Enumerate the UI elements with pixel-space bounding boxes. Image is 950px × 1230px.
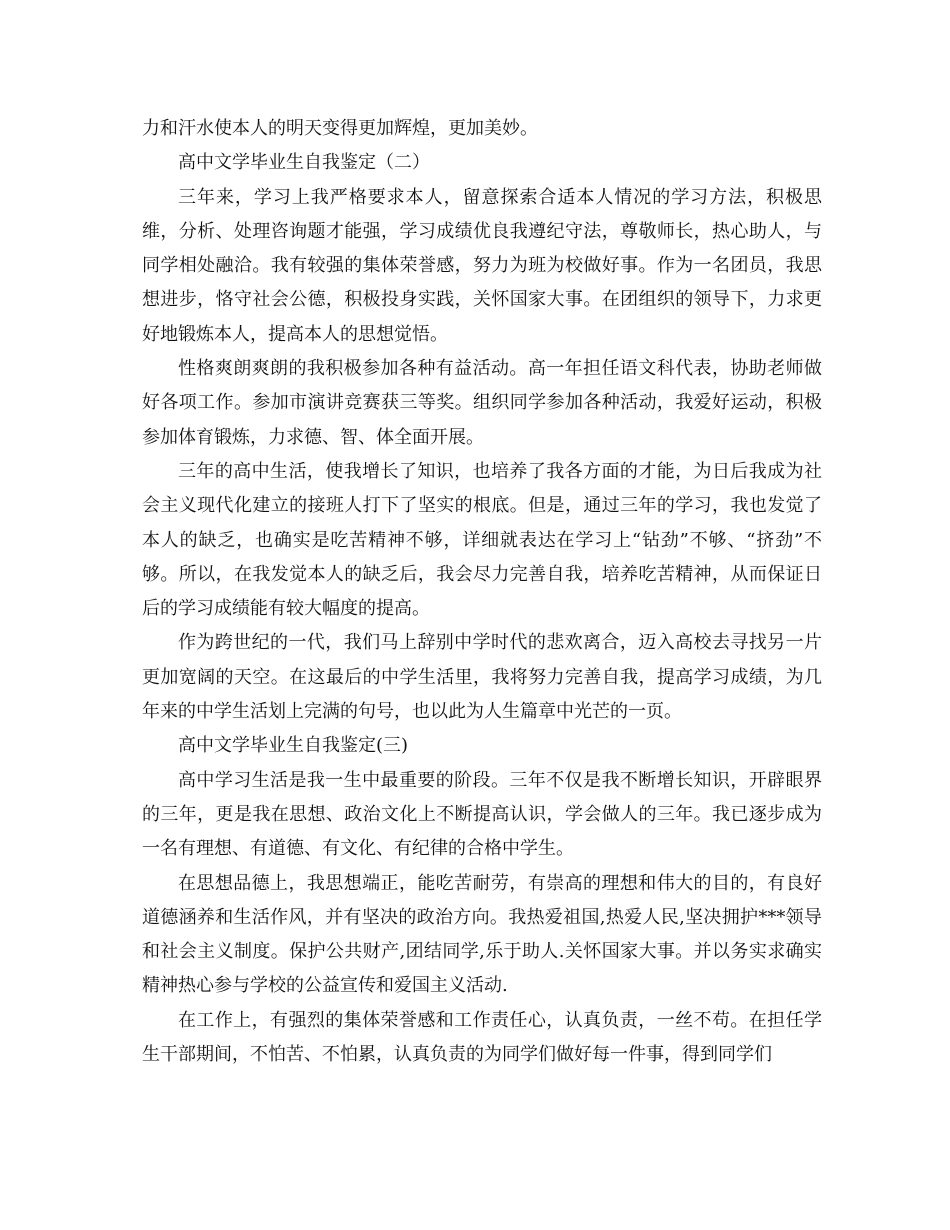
paragraph-continuation: 力和汗水使本人的明天变得更加辉煌，更加美妙。 — [142, 118, 538, 139]
paragraph: 高中学习生活是我一生中最重要的阶段。三年不仅是我不断增长知识，开辟眼界的三年，更是我在思想、政治文化上不断提高认识，学会做人的三年。我已逐步成为一名有理想、有道德、有文化、有纪律的合格中学生。 — [142, 769, 822, 860]
paragraph: 三年来，学习上我严格要求本人，留意探索合适本人情况的学习方法，积极思维，分析、处理咨询题才能强，学习成绩优良我遵纪守法，尊敬师长，热心助人，与同学相处融洽。我有较强的集体荣誉感，努力为班为校做好事。作为一名团员，我思想进步，恪守社会公德，积极投身实践，关怀国家大事。在团组织的领导下，力求更好地锻炼本人，提高本人的思想觉悟。 — [142, 186, 822, 345]
paragraph: 在思想品德上，我思想端正，能吃苦耐劳，有崇高的理想和伟大的目的，有良好道德涵养和生活作风，并有坚决的政治方向。我热爱祖国,热爱人民,坚决拥护***领导和社会主义制度。保护公共财产,团结同学,乐于助人.关怀国家大事。并以务实求确实精神热心参与学校的公益宣传和爱国主义活动. — [142, 872, 822, 997]
section-heading-3: 高中文学毕业生自我鉴定(三) — [178, 735, 409, 757]
paragraph: 作为跨世纪的一代，我们马上辞别中学时代的悲欢离合，迈入高校去寻找另一片更加宽阔的天空。在这最后的中学生活里，我将努力完善自我，提高学习成绩，为几年来的中学生活划上完满的句号，也以此为人生篇章中光芒的一页。 — [142, 632, 822, 723]
section-heading-2: 高中文学毕业生自我鉴定（二） — [178, 152, 430, 174]
document-body — [142, 112, 822, 1072]
paragraph: 性格爽朗爽朗的我积极参加各种有益活动。高一年担任语文科代表，协助老师做好各项工作。参加市演讲竞赛获三等奖。组织同学参加各种活动，我爱好运动，积极参加体育锻炼，力求德、智、体全面开展。 — [142, 358, 822, 448]
paragraph: 在工作上，有强烈的集体荣誉感和工作责任心，认真负责，一丝不苟。在担任学生干部期间，不怕苦、不怕累，认真负责的为同学们做好每一件事，得到同学们 — [142, 1009, 822, 1066]
paragraph: 三年的高中生活，使我增长了知识，也培养了我各方面的才能，为日后我成为社会主义现代化建立的接班人打下了坚实的根底。但是，通过三年的学习，我也发觉了本人的缺乏，也确实是吃苦精神不够，详细就表达在学习上“钻劲”不够、“挤劲”不够。所以，在我发觉本人的缺乏后，我会尽力完善自我，培养吃苦精神，从而保证日后的学习成绩能有较大幅度的提高。 — [142, 460, 822, 620]
